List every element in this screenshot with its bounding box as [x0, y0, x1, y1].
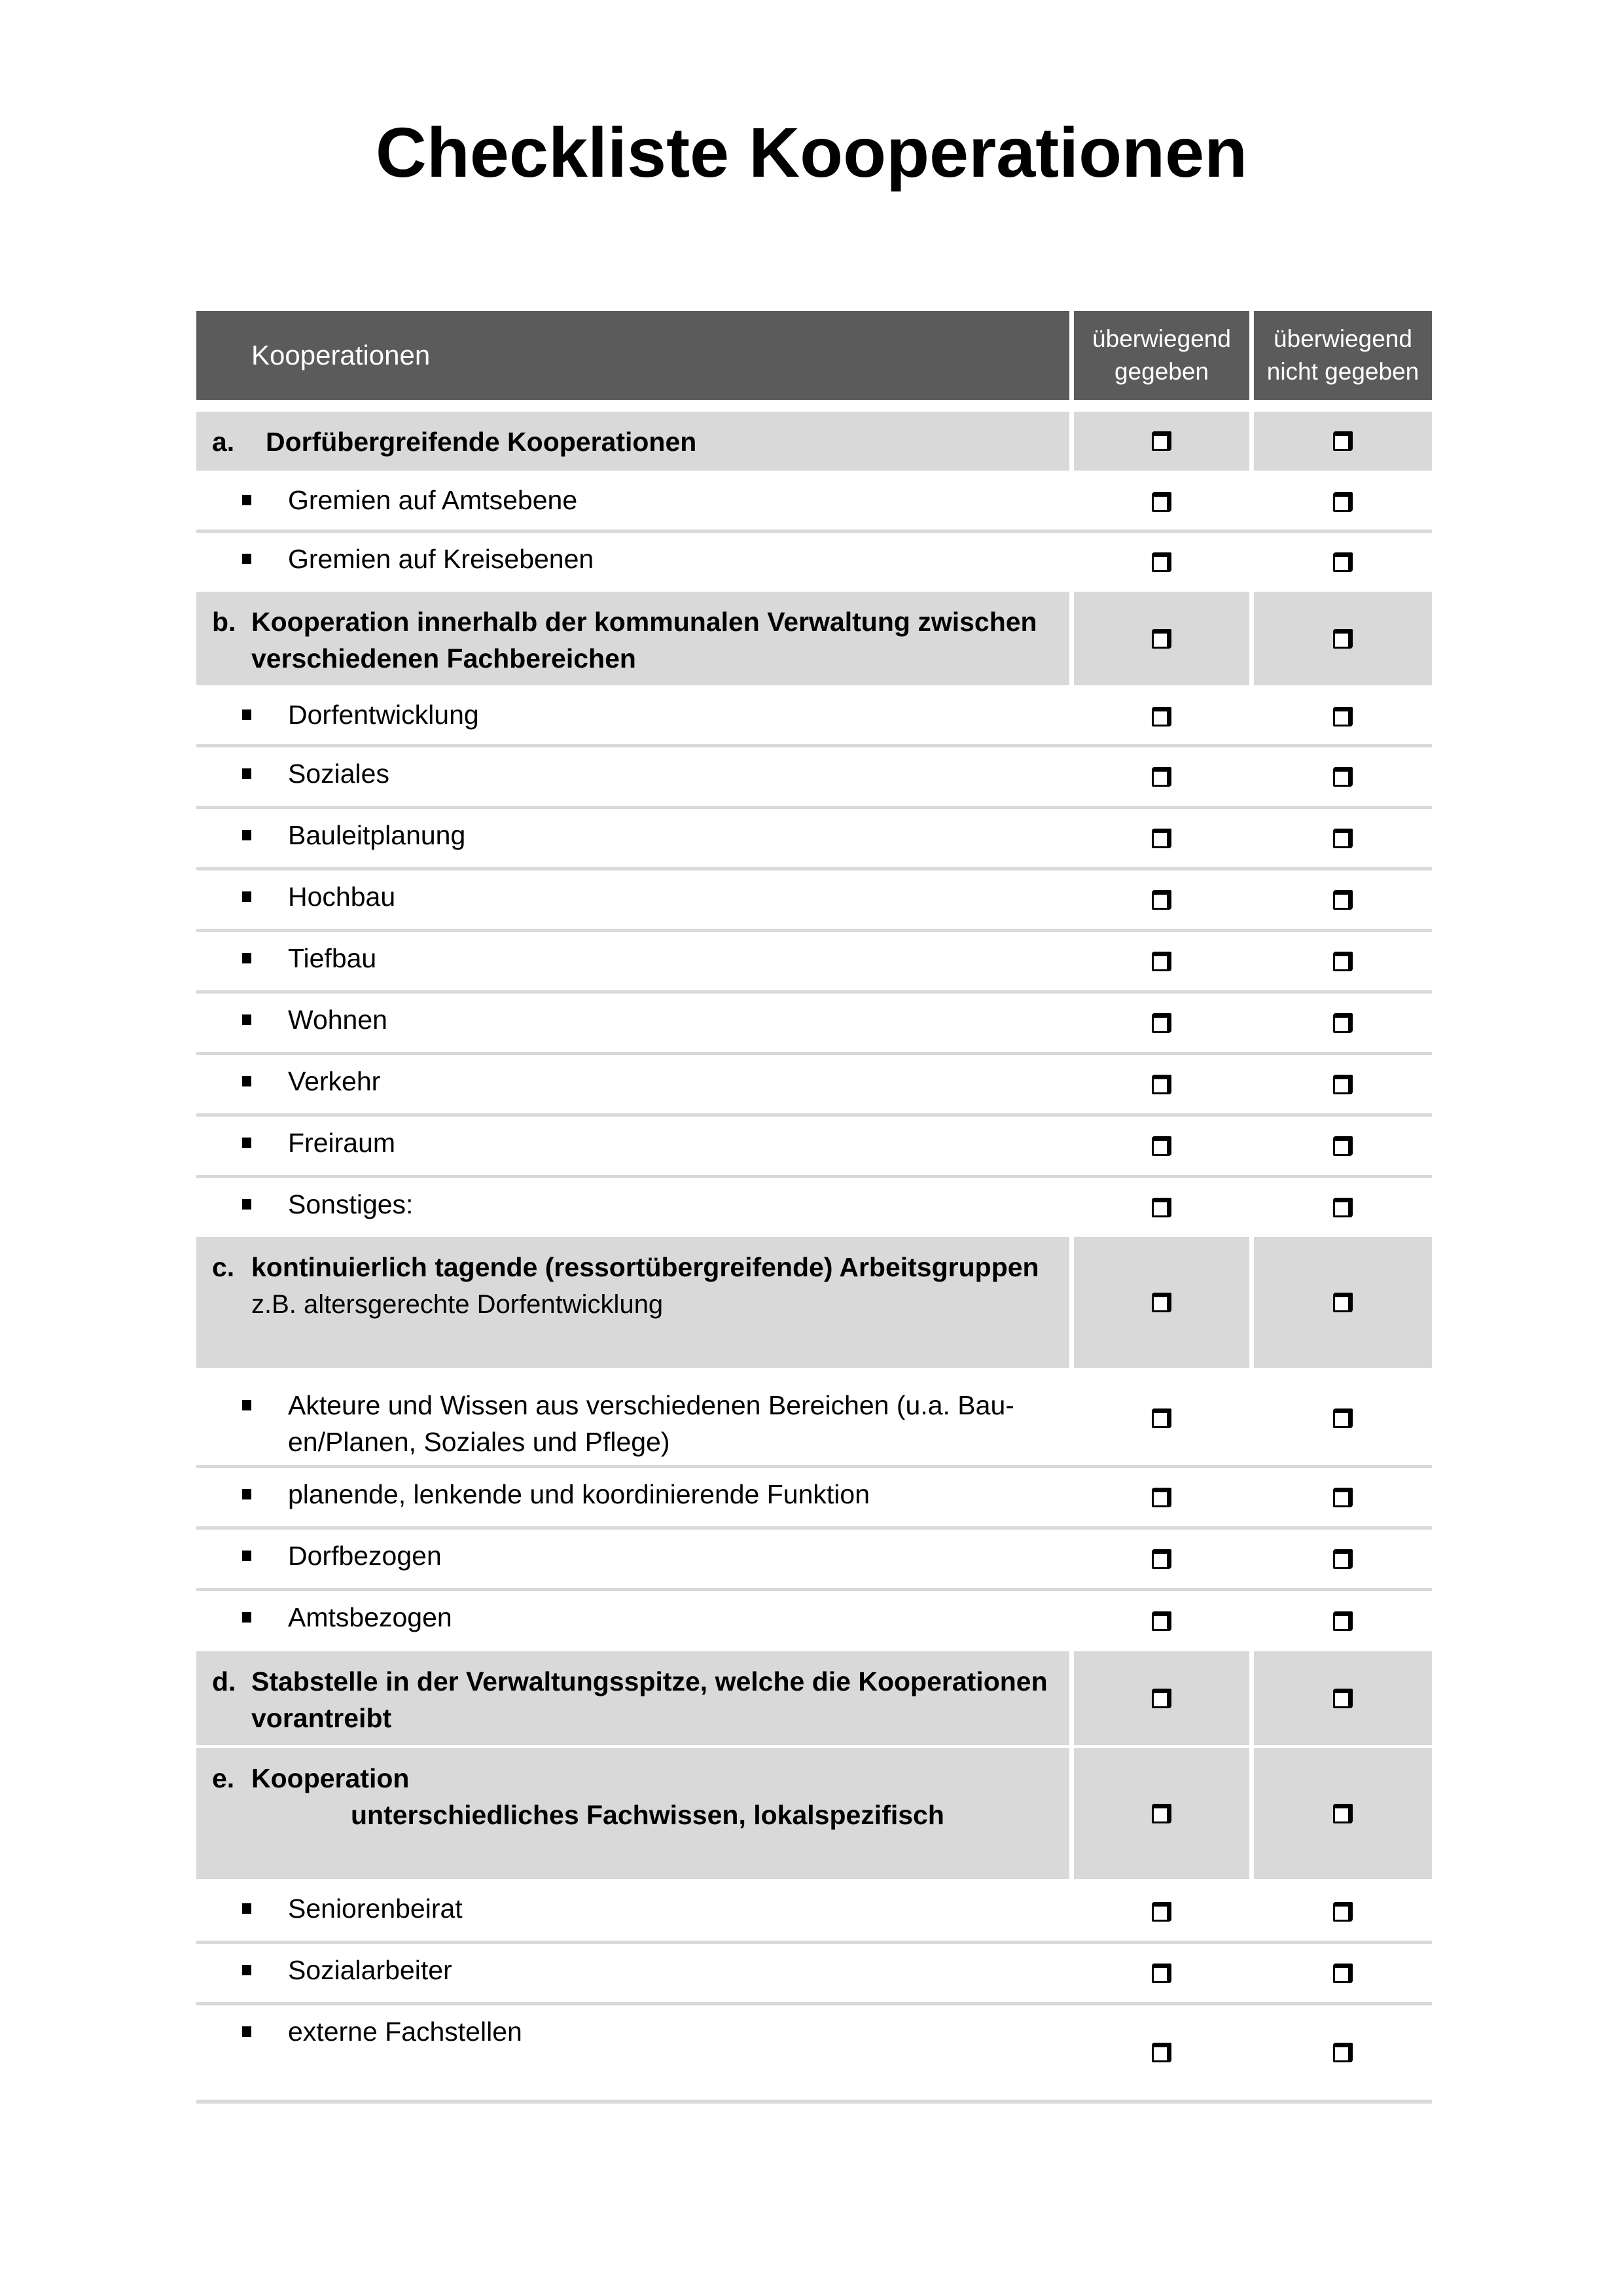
- checkbox-nicht-gegeben[interactable]: [1333, 492, 1353, 512]
- list-item: planende, lenkende und koordinierende Funktion: [196, 1468, 1432, 1530]
- bullet-icon: [242, 1965, 251, 1975]
- bullet-icon: [242, 1014, 251, 1025]
- header-gegeben: überwiegend gegeben: [1074, 311, 1249, 400]
- bullet-icon: [242, 1903, 251, 1914]
- bullet-icon: [242, 1076, 251, 1086]
- checkbox-gegeben[interactable]: [1152, 707, 1171, 726]
- list-item: Freiraum: [196, 1117, 1432, 1178]
- list-item: Tiefbau: [196, 932, 1432, 994]
- list-item: Amtsbezogen: [196, 1591, 1432, 1651]
- checkbox-nicht-gegeben[interactable]: [1333, 1293, 1353, 1312]
- checklist-table: [196, 311, 1432, 2104]
- checkbox-gegeben[interactable]: [1152, 2043, 1171, 2062]
- checkbox-gegeben[interactable]: [1152, 1689, 1171, 1708]
- checkbox-gegeben[interactable]: [1152, 1902, 1171, 1922]
- checkbox-nicht-gegeben[interactable]: [1333, 1136, 1353, 1156]
- checkbox-gegeben[interactable]: [1152, 1611, 1171, 1631]
- checkbox-gegeben[interactable]: [1152, 1136, 1171, 1156]
- page-title: Checkliste Kooperationen: [375, 113, 1248, 192]
- checkbox-gegeben[interactable]: [1152, 552, 1171, 572]
- checkbox-nicht-gegeben[interactable]: [1333, 1198, 1353, 1217]
- list-item: Sozialarbeiter: [196, 1944, 1432, 2005]
- checkbox-gegeben[interactable]: [1152, 1408, 1171, 1428]
- section-a: a. Dorfübergreifende Kooperationen: [196, 412, 1432, 471]
- list-item: Hochbau: [196, 870, 1432, 932]
- checkbox-gegeben[interactable]: [1152, 952, 1171, 971]
- checkbox-nicht-gegeben[interactable]: [1333, 1689, 1353, 1708]
- list-item: Bauleitplanung: [196, 809, 1432, 870]
- list-item: Akteure und Wissen aus verschiedenen Bereichen (u.a. Bau-en/Planen, Soziales und Pflege): [196, 1371, 1432, 1468]
- checkbox-nicht-gegeben[interactable]: [1333, 552, 1353, 572]
- list-item: externe Fachstellen: [196, 2005, 1432, 2104]
- bullet-icon: [242, 1199, 251, 1210]
- checkbox-nicht-gegeben[interactable]: [1333, 1902, 1353, 1922]
- bullet-icon: [242, 830, 251, 840]
- header-kooperationen: Kooperationen: [196, 311, 1069, 400]
- checkbox-gegeben[interactable]: [1152, 1075, 1171, 1094]
- bullet-icon: [242, 554, 251, 564]
- checkbox-gegeben[interactable]: [1152, 767, 1171, 787]
- bullet-icon: [242, 1612, 251, 1623]
- section-title: Dorfübergreifende Kooperationen: [266, 427, 697, 457]
- list-item: Wohnen: [196, 994, 1432, 1055]
- list-item: Sonstiges:: [196, 1178, 1432, 1237]
- checkbox-nicht-gegeben[interactable]: [1333, 890, 1353, 910]
- bullet-icon: [242, 1400, 251, 1410]
- section-b: b. Kooperation innerhalb der kommunalen Verwaltung zwischen verschiedenen Fachbereichen: [196, 592, 1432, 685]
- checkbox-gegeben[interactable]: [1152, 629, 1171, 649]
- bullet-icon: [242, 953, 251, 963]
- header-nicht-gegeben: überwiegend nicht gegeben: [1254, 311, 1432, 400]
- list-item: Verkehr: [196, 1055, 1432, 1117]
- checkbox-nicht-gegeben[interactable]: [1333, 767, 1353, 787]
- checkbox-gegeben[interactable]: [1152, 1198, 1171, 1217]
- checkbox-nicht-gegeben[interactable]: [1333, 1804, 1353, 1823]
- bullet-icon: [242, 709, 251, 720]
- checkbox-nicht-gegeben[interactable]: [1333, 952, 1353, 971]
- checkbox-gegeben[interactable]: [1152, 1804, 1171, 1823]
- list-item: Dorfbezogen: [196, 1530, 1432, 1591]
- checkbox-nicht-gegeben[interactable]: [1333, 829, 1353, 848]
- table-header: [196, 311, 1432, 400]
- list-item: Gremien auf Amtsebene: [196, 474, 1432, 533]
- bullet-icon: [242, 1489, 251, 1499]
- checkbox-gegeben[interactable]: [1152, 431, 1171, 451]
- checkbox-gegeben[interactable]: [1152, 1488, 1171, 1507]
- checkbox-nicht-gegeben[interactable]: [1333, 629, 1353, 649]
- checkbox-gegeben[interactable]: [1152, 492, 1171, 512]
- checkbox-nicht-gegeben[interactable]: [1333, 2043, 1353, 2062]
- checkbox-nicht-gegeben[interactable]: [1333, 1611, 1353, 1631]
- checkbox-nicht-gegeben[interactable]: [1333, 1075, 1353, 1094]
- bullet-icon: [242, 495, 251, 505]
- bullet-icon: [242, 891, 251, 902]
- checkbox-gegeben[interactable]: [1152, 1964, 1171, 1983]
- checkbox-nicht-gegeben[interactable]: [1333, 431, 1353, 451]
- checkbox-nicht-gegeben[interactable]: [1333, 1488, 1353, 1507]
- checkbox-gegeben[interactable]: [1152, 1013, 1171, 1033]
- section-e: e. Kooperation unterschiedliches Fachwissen, lokalspezifisch: [196, 1748, 1432, 1879]
- list-item: Soziales: [196, 747, 1432, 809]
- checkbox-nicht-gegeben[interactable]: [1333, 707, 1353, 726]
- bullet-icon: [242, 2026, 251, 2037]
- checkbox-gegeben[interactable]: [1152, 829, 1171, 848]
- list-item: Gremien auf Kreisebenen: [196, 533, 1432, 592]
- checkbox-gegeben[interactable]: [1152, 1293, 1171, 1312]
- section-d: d. Stabstelle in der Verwaltungsspitze, welche die Kooperationen vorantreibt: [196, 1651, 1432, 1745]
- bullet-icon: [242, 1551, 251, 1561]
- list-item: Dorfentwicklung: [196, 689, 1432, 747]
- bullet-icon: [242, 1138, 251, 1148]
- checkbox-gegeben[interactable]: [1152, 1549, 1171, 1569]
- checkbox-nicht-gegeben[interactable]: [1333, 1408, 1353, 1428]
- checkbox-nicht-gegeben[interactable]: [1333, 1964, 1353, 1983]
- section-c: c. kontinuierlich tagende (ressortübergreifende) Arbeitsgruppen z.B. altersgerechte Dorfentwicklung: [196, 1237, 1432, 1368]
- checkbox-gegeben[interactable]: [1152, 890, 1171, 910]
- bullet-icon: [242, 768, 251, 779]
- list-item: Seniorenbeirat: [196, 1882, 1432, 1944]
- checkbox-nicht-gegeben[interactable]: [1333, 1549, 1353, 1569]
- checkbox-nicht-gegeben[interactable]: [1333, 1013, 1353, 1033]
